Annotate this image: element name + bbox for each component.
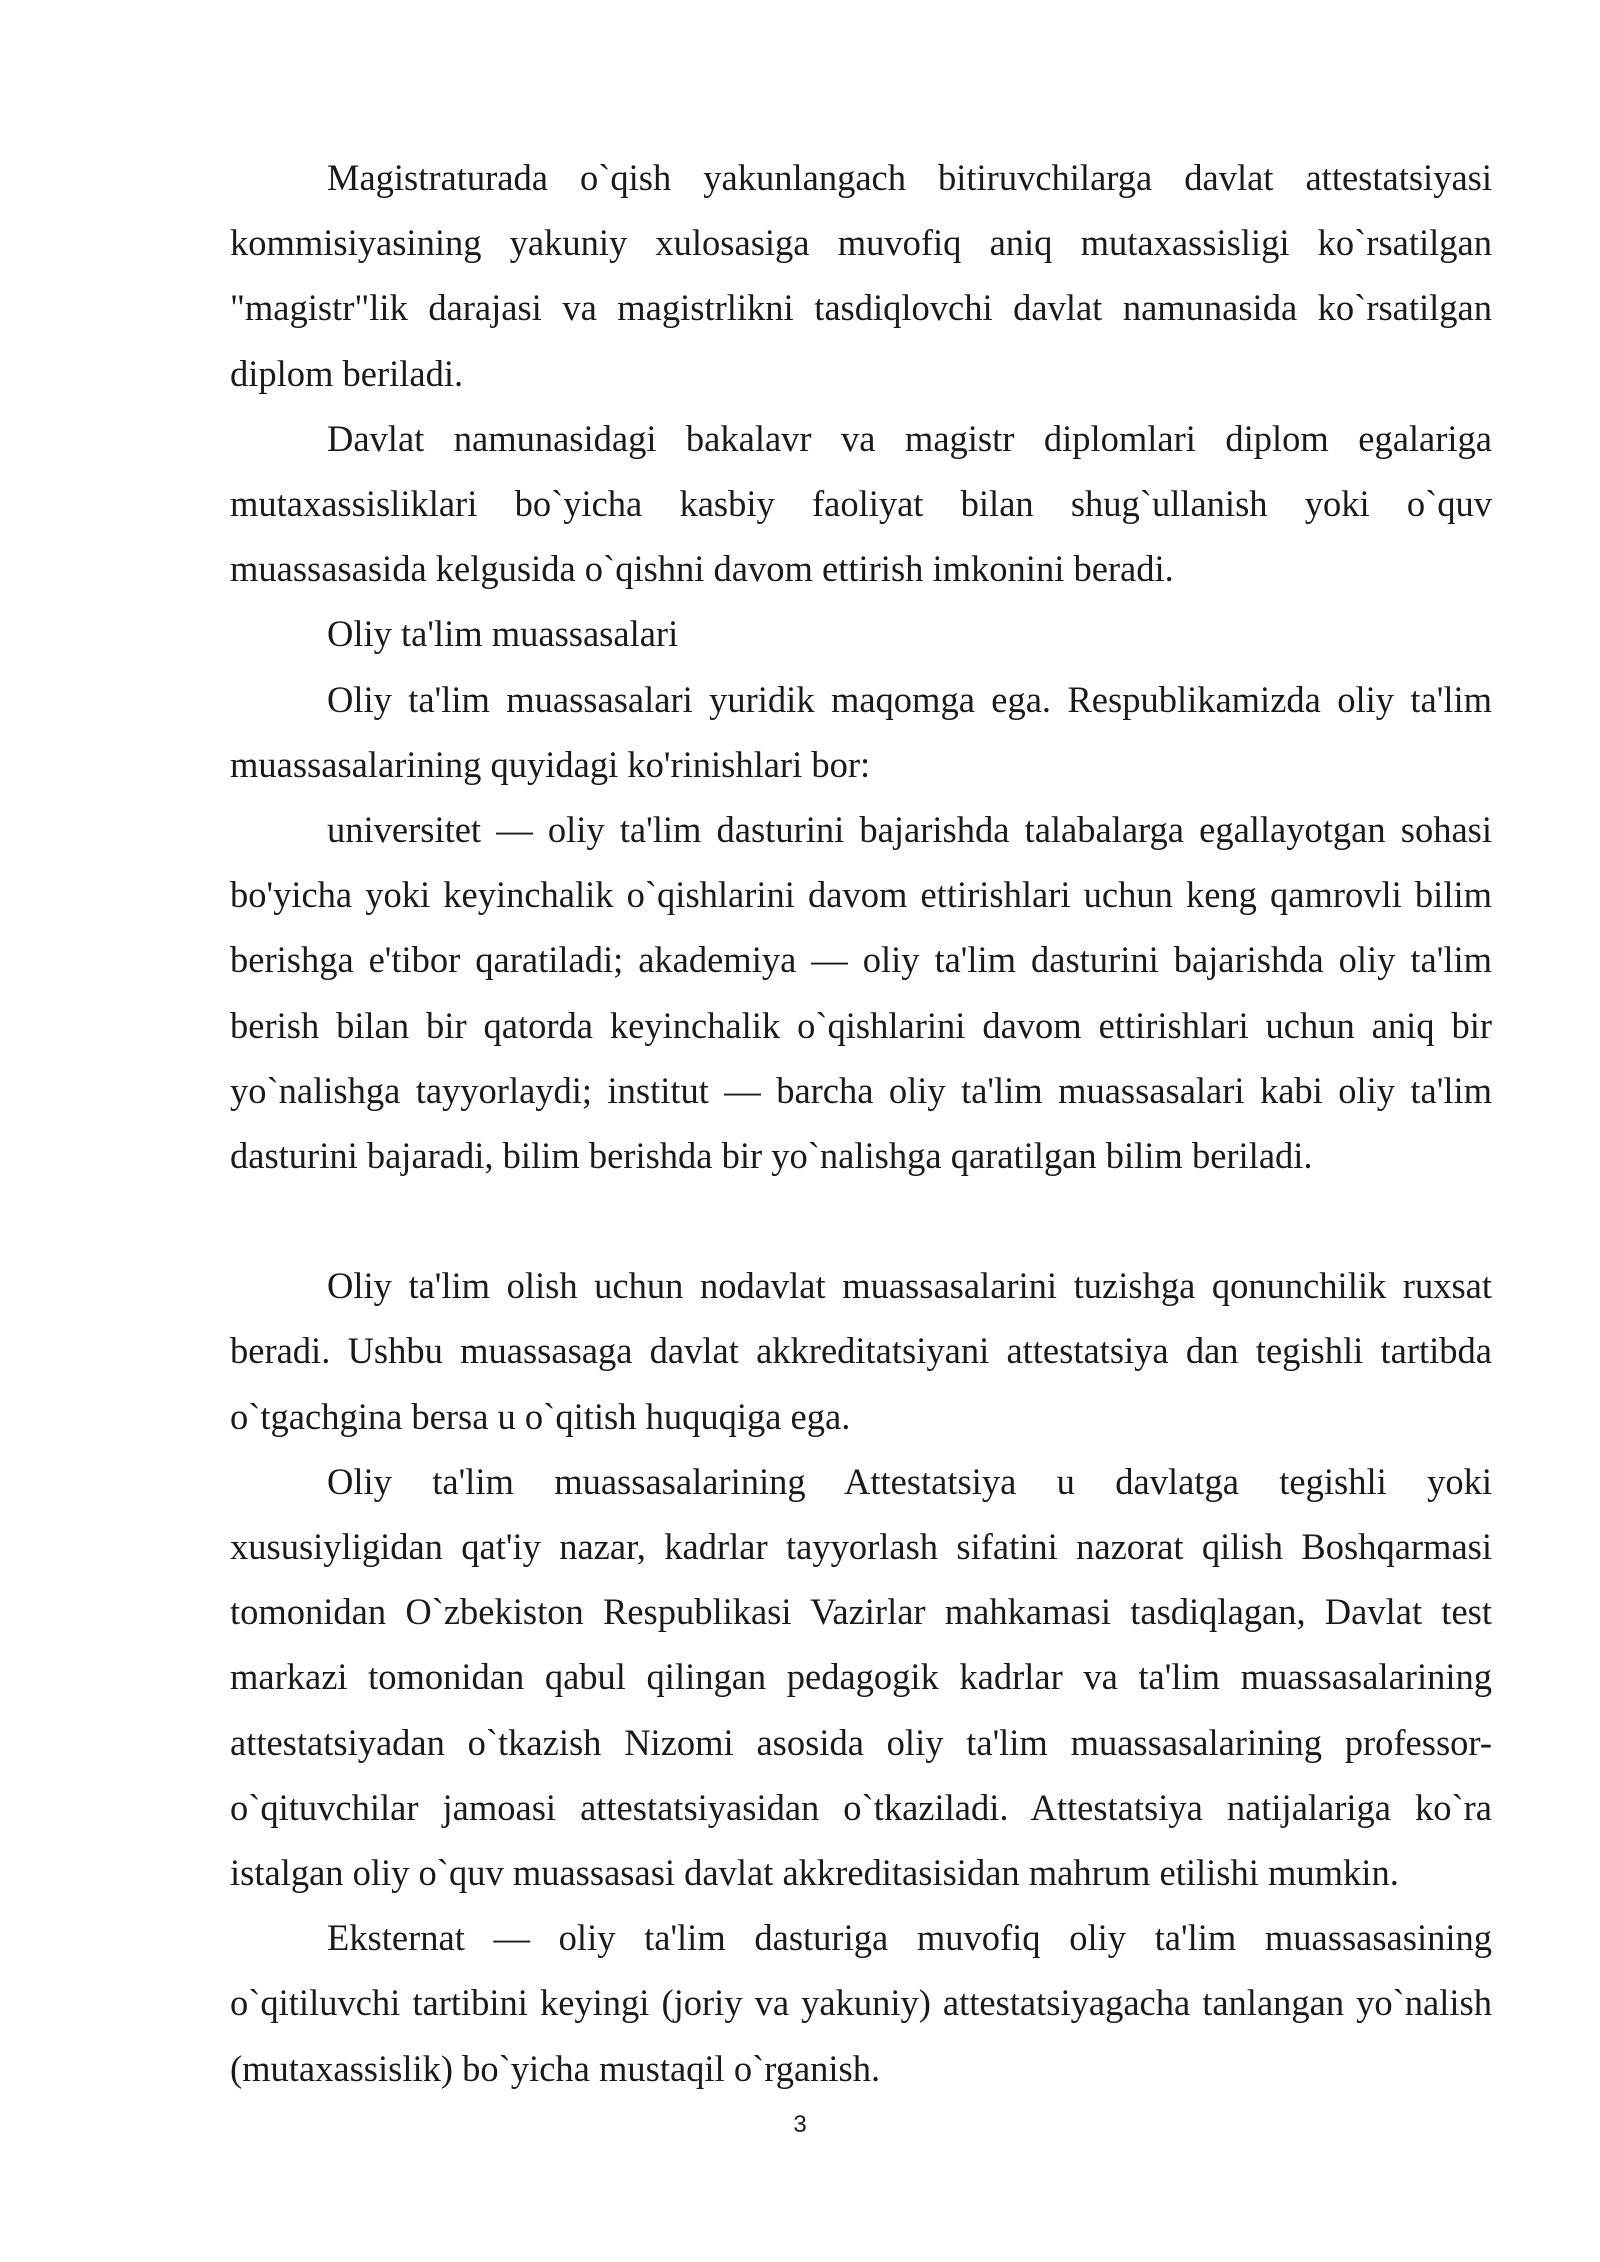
paragraph-magistratura-diplom: Magistraturada o`qish yakunlangach bitiruvchilarga davlat attestatsiyasi kommisiyasining yakuniy xulosasiga muvofiq aniq mutaxassisligi ko`rsatilgan "magistr"lik darajasi va magistrlikni tasdiqlovchi davlat namunasida ko`rsatilgan diplom beriladi. [230,157,1492,394]
paragraph-attestatsiya: Oliy ta'lim muassasalarining Attestatsiya u davlatga tegishli yoki xususiyligidan qat'iy nazar, kadrlar tayyorlash sifatini nazorat qilish Boshqarmasi tomonidan O`zbekiston Respublikasi Vazirlar mahkamasi tasdiqlagan, Davlat test markazi tomonidan qabul qilingan pedagogik kadrlar va ta'lim muassasalarining attestatsiyadan o`tkazish Nizomi asosida oliy ta'lim muassasalarining professor-o`qituvchilar jamoasi attestatsiyasidan o`tkaziladi. Attestatsiya natijalariga ko`ra istalgan oliy o`quv muassasasi davlat akkreditasisidan mahrum etilishi mumkin. [230,1460,1492,1894]
section-heading-oliy-talim-muassasalari: Oliy ta'lim muassasalari [327,613,679,655]
paragraph-eksternat: Eksternat — oliy ta'lim dasturiga muvofiq oliy ta'lim muassasasining o`qitiluvchi tartibini keyingi (joriy va yakuniy) attestatsiyagacha tanlangan yo`nalish (mutaxassislik) bo`yicha mustaqil o`rganish. [230,1917,1492,2089]
paragraph-nodavlat-muassasalar: Oliy ta'lim olish uchun nodavlat muassasalarini tuzishga qonunchilik ruxsat beradi. Ushbu muassasaga davlat akkreditatsiyani attestatsiya dan tegishli tartibda o`tgachgina bersa u o`qitish huquqiga ega. [230,1265,1492,1437]
document-body [230,145,1492,2101]
paragraph-yuridik-maqom: Oliy ta'lim muassasalari yuridik maqomga ega. Respublikamizda oliy ta'lim muassasalarining quyidagi ko'rinishlari bor: [230,678,1492,785]
page-number: 3 [793,2111,807,2138]
blank-line [230,1188,1492,1253]
paragraph-davlat-namunasidagi-diplom: Davlat namunasidagi bakalavr va magistr diplomlari diplom egalariga mutaxassisliklari bo`yicha kasbiy faoliyat bilan shug`ullanish yoki o`quv muassasasida kelgusida o`qishni davom ettirish imkonini beradi. [230,417,1492,590]
paragraph-universitet-akademiya-institut: universitet — oliy ta'lim dasturini bajarishda talabalarga egallayotgan sohasi bo'yicha yoki keyinchalik o`qishlarini davom ettirishlari uchun keng qamrovli bilim berishga e'tibor qaratiladi; akademiya — oliy ta'lim dasturini bajarishda oliy ta'lim berish bilan bir qatorda keyinchalik o`qishlarini davom ettirishlari uchun aniq bir yo`nalishga tayyorlaydi; institut — barcha oliy ta'lim muassasalari kabi oliy ta'lim dasturini bajaradi, bilim berishda bir yo`nalishga qaratilgan bilim beriladi. [230,809,1492,1177]
